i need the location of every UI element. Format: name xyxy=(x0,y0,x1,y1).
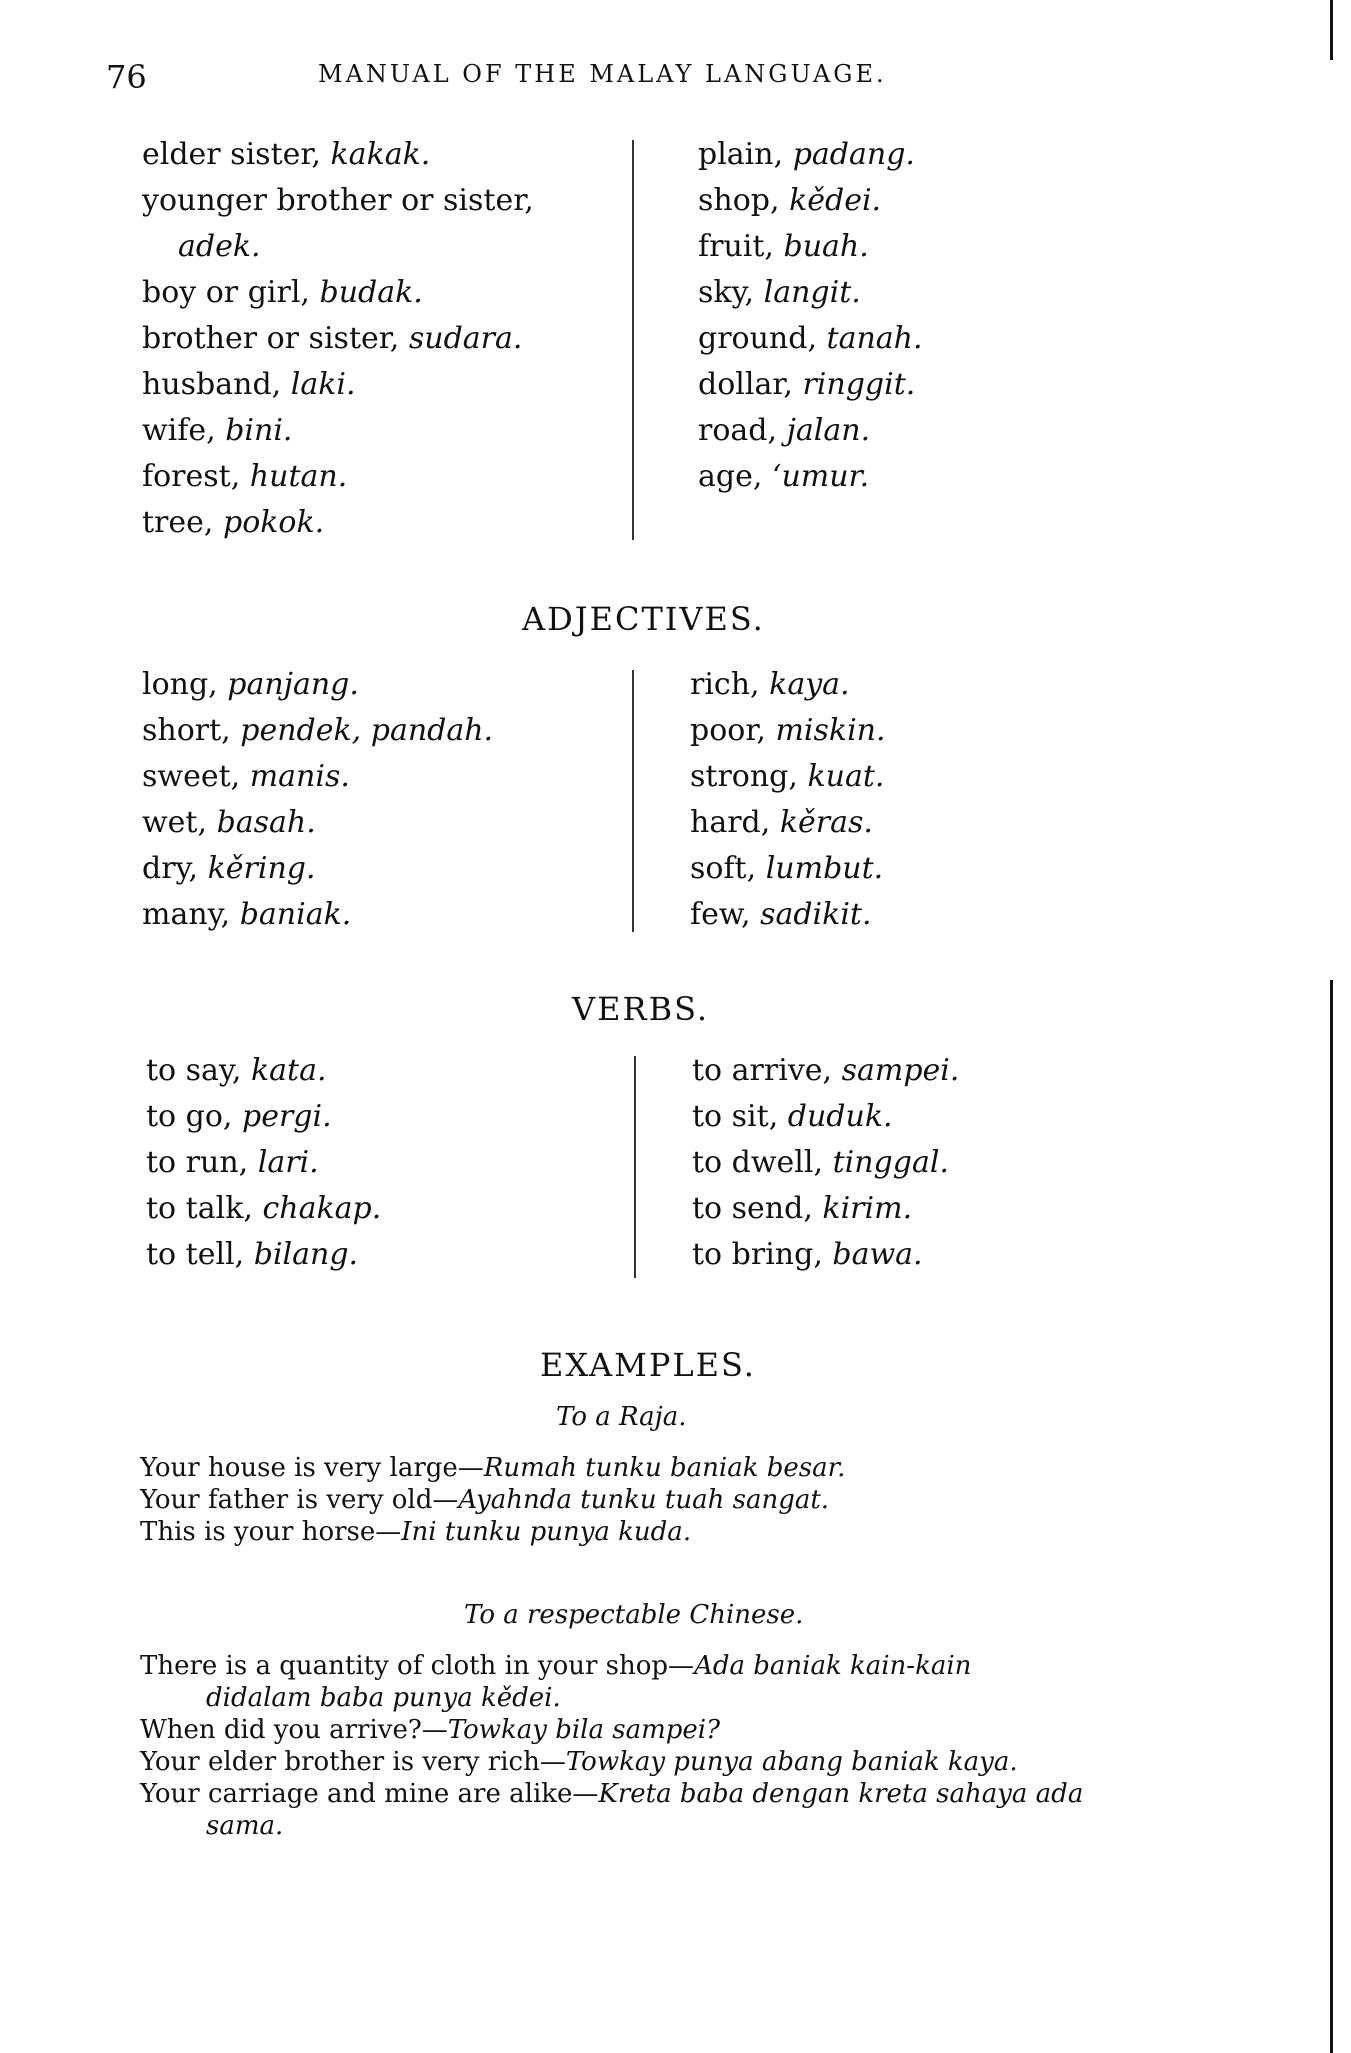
malay-term: adek. xyxy=(178,229,261,264)
vocab-entry xyxy=(142,500,534,546)
english-term: to say, xyxy=(146,1053,251,1088)
verbs-heading: VERBS. xyxy=(572,990,710,1028)
malay-term: bilang. xyxy=(253,1237,359,1272)
english-term: to go, xyxy=(146,1099,242,1134)
subheading-raja: To a Raja. xyxy=(556,1402,687,1432)
malay-term: pendek, pandah. xyxy=(240,713,494,748)
vocab-entry xyxy=(142,178,534,224)
vocab-entry xyxy=(690,892,886,938)
english-term: dry, xyxy=(142,851,208,886)
example-malay: Towkay punya abang baniak kaya. xyxy=(565,1747,1018,1777)
malay-term: sadikit. xyxy=(760,897,872,932)
example-sentence xyxy=(140,1778,1170,1810)
english-term: to talk, xyxy=(146,1191,263,1226)
vocab-entry xyxy=(690,662,886,708)
malay-term: kěring. xyxy=(207,851,316,886)
english-term: strong, xyxy=(690,759,808,794)
vocab-entry xyxy=(142,800,493,846)
example-malay-continuation: sama. xyxy=(206,1811,284,1841)
malay-term: jalan. xyxy=(786,413,871,448)
vocab-entry xyxy=(698,362,923,408)
malay-term: pergi. xyxy=(242,1099,332,1134)
malay-term: kakak. xyxy=(330,137,431,172)
english-term: ground, xyxy=(698,321,827,356)
verbs-left-column xyxy=(146,1048,381,1278)
english-term: plain, xyxy=(698,137,793,172)
english-term: fruit, xyxy=(698,229,784,264)
example-malay: Ini tunku punya kuda. xyxy=(401,1517,692,1547)
english-term: long, xyxy=(142,667,228,702)
english-term: tree, xyxy=(142,505,223,540)
malay-term: bini. xyxy=(225,413,293,448)
example-sentence xyxy=(140,1516,1170,1548)
english-term: to sit, xyxy=(692,1099,788,1134)
malay-term: laki. xyxy=(290,367,356,402)
english-term: rich, xyxy=(690,667,770,702)
adjectives-right-column xyxy=(690,662,886,938)
vocab-entry xyxy=(142,362,534,408)
english-term: hard, xyxy=(690,805,780,840)
examples-raja-list xyxy=(140,1452,1170,1548)
malay-term: basah. xyxy=(216,805,316,840)
example-english: There is a quantity of cloth in your shop— xyxy=(140,1651,695,1681)
example-english: Your carriage and mine are alike— xyxy=(140,1779,599,1809)
vocab-entry xyxy=(692,1232,959,1278)
vocab-entry xyxy=(146,1094,381,1140)
vocab-entry xyxy=(146,1186,381,1232)
malay-term: kuat. xyxy=(807,759,885,794)
english-term: boy or girl, xyxy=(142,275,320,310)
malay-term: kirim. xyxy=(822,1191,913,1226)
malay-term: duduk. xyxy=(787,1099,893,1134)
vocab-entry xyxy=(142,454,534,500)
vocab-entry xyxy=(690,708,886,754)
english-term: elder sister, xyxy=(142,137,331,172)
english-term: dollar, xyxy=(698,367,803,402)
vocab-entry xyxy=(692,1140,959,1186)
vocab-entry xyxy=(142,754,493,800)
malay-term: lari. xyxy=(257,1145,319,1180)
english-term: to tell, xyxy=(146,1237,254,1272)
vocab-entry xyxy=(146,1232,381,1278)
vocab-entry xyxy=(690,800,886,846)
vocab-entry xyxy=(142,132,534,178)
english-term: poor, xyxy=(690,713,776,748)
example-sentence xyxy=(140,1650,1170,1682)
malay-term: chakap. xyxy=(262,1191,382,1226)
vocab-entry xyxy=(142,270,534,316)
english-term: younger brother or sister, xyxy=(142,183,534,218)
example-english: Your house is very large— xyxy=(140,1453,484,1483)
example-malay: Rumah tunku baniak besar. xyxy=(483,1453,846,1483)
examples-chinese-list xyxy=(140,1650,1170,1842)
english-term: few, xyxy=(690,897,761,932)
malay-term: kědei. xyxy=(789,183,882,218)
vocab-entry xyxy=(692,1094,959,1140)
malay-term: kaya. xyxy=(769,667,850,702)
malay-term: tinggal. xyxy=(832,1145,949,1180)
malay-term: pokok. xyxy=(222,505,325,540)
vocab-entry xyxy=(142,316,534,362)
running-head: MANUAL OF THE MALAY LANGUAGE. xyxy=(318,60,887,88)
vocab-entry xyxy=(698,408,923,454)
english-term: husband, xyxy=(142,367,291,402)
vocab-entry xyxy=(698,224,923,270)
malay-term: ‘umur. xyxy=(771,459,870,494)
english-term: shop, xyxy=(698,183,790,218)
vocab-entry xyxy=(690,754,886,800)
vocab-entry xyxy=(698,178,923,224)
examples-heading: EXAMPLES. xyxy=(540,1346,756,1384)
english-term: many, xyxy=(142,897,240,932)
vocab-entry xyxy=(142,224,534,270)
malay-term: padang. xyxy=(792,137,915,172)
nouns-left-column xyxy=(142,132,534,546)
vocab-entry xyxy=(698,454,923,500)
english-term: soft, xyxy=(690,851,766,886)
malay-term: sudara. xyxy=(408,321,523,356)
adjectives-heading: ADJECTIVES. xyxy=(522,600,765,638)
english-term: to dwell, xyxy=(692,1145,833,1180)
english-term: wife, xyxy=(142,413,226,448)
vocab-entry xyxy=(142,662,493,708)
example-sentence xyxy=(140,1746,1170,1778)
vocab-entry xyxy=(698,270,923,316)
example-malay: Kreta baba dengan kreta sahaya ada xyxy=(598,1779,1084,1809)
malay-term: manis. xyxy=(249,759,350,794)
malay-term: miskin. xyxy=(775,713,886,748)
english-term: to send, xyxy=(692,1191,823,1226)
column-divider xyxy=(632,670,634,932)
example-malay: Towkay bila sampei? xyxy=(447,1715,721,1745)
malay-term: hutan. xyxy=(249,459,348,494)
subheading-chinese: To a respectable Chinese. xyxy=(464,1600,804,1630)
english-term: sky, xyxy=(698,275,764,310)
english-term: sweet, xyxy=(142,759,250,794)
english-term: short, xyxy=(142,713,241,748)
example-english: Your elder brother is very rich— xyxy=(140,1747,566,1777)
scan-edge-mark xyxy=(1330,980,1333,2053)
vocab-entry xyxy=(690,846,886,892)
example-english: Your father is very old— xyxy=(140,1485,459,1515)
malay-term: ringgit. xyxy=(802,367,916,402)
page-number: 76 xyxy=(106,58,147,96)
vocab-entry xyxy=(698,316,923,362)
malay-term: buah. xyxy=(783,229,869,264)
malay-term: kěras. xyxy=(779,805,873,840)
english-term: forest, xyxy=(142,459,250,494)
english-term: to run, xyxy=(146,1145,258,1180)
malay-term: kata. xyxy=(250,1053,327,1088)
malay-term: baniak. xyxy=(239,897,352,932)
example-sentence xyxy=(140,1452,1170,1484)
vocab-entry xyxy=(692,1186,959,1232)
english-term: brother or sister, xyxy=(142,321,409,356)
example-malay: Ada baniak kain-kain xyxy=(694,1651,972,1681)
nouns-right-column xyxy=(698,132,923,500)
vocab-entry xyxy=(698,132,923,178)
english-term: wet, xyxy=(142,805,217,840)
vocab-entry xyxy=(692,1048,959,1094)
malay-term: lumbut. xyxy=(765,851,884,886)
example-sentence xyxy=(140,1714,1170,1746)
malay-term: sampei. xyxy=(841,1053,960,1088)
english-term: to bring, xyxy=(692,1237,833,1272)
malay-term: panjang. xyxy=(227,667,359,702)
vocab-entry xyxy=(142,892,493,938)
malay-term: budak. xyxy=(319,275,423,310)
scan-edge-mark xyxy=(1330,0,1333,60)
english-term: age, xyxy=(698,459,772,494)
malay-term: tanah. xyxy=(826,321,923,356)
english-term: road, xyxy=(698,413,787,448)
adjectives-left-column xyxy=(142,662,493,938)
example-malay: Ayahnda tunku tuah sangat. xyxy=(458,1485,830,1515)
malay-term: bawa. xyxy=(832,1237,923,1272)
malay-term: langit. xyxy=(763,275,861,310)
example-sentence xyxy=(140,1484,1170,1516)
vocab-entry xyxy=(142,708,493,754)
example-malay-continuation: didalam baba punya kědei. xyxy=(206,1683,561,1713)
column-divider xyxy=(632,140,634,540)
vocab-entry xyxy=(146,1140,381,1186)
example-english: When did you arrive?— xyxy=(140,1715,448,1745)
vocab-entry xyxy=(146,1048,381,1094)
example-english: This is your horse— xyxy=(140,1517,402,1547)
vocab-entry xyxy=(142,408,534,454)
english-term: to arrive, xyxy=(692,1053,842,1088)
verbs-right-column xyxy=(692,1048,959,1278)
vocab-entry xyxy=(142,846,493,892)
column-divider xyxy=(634,1056,636,1278)
